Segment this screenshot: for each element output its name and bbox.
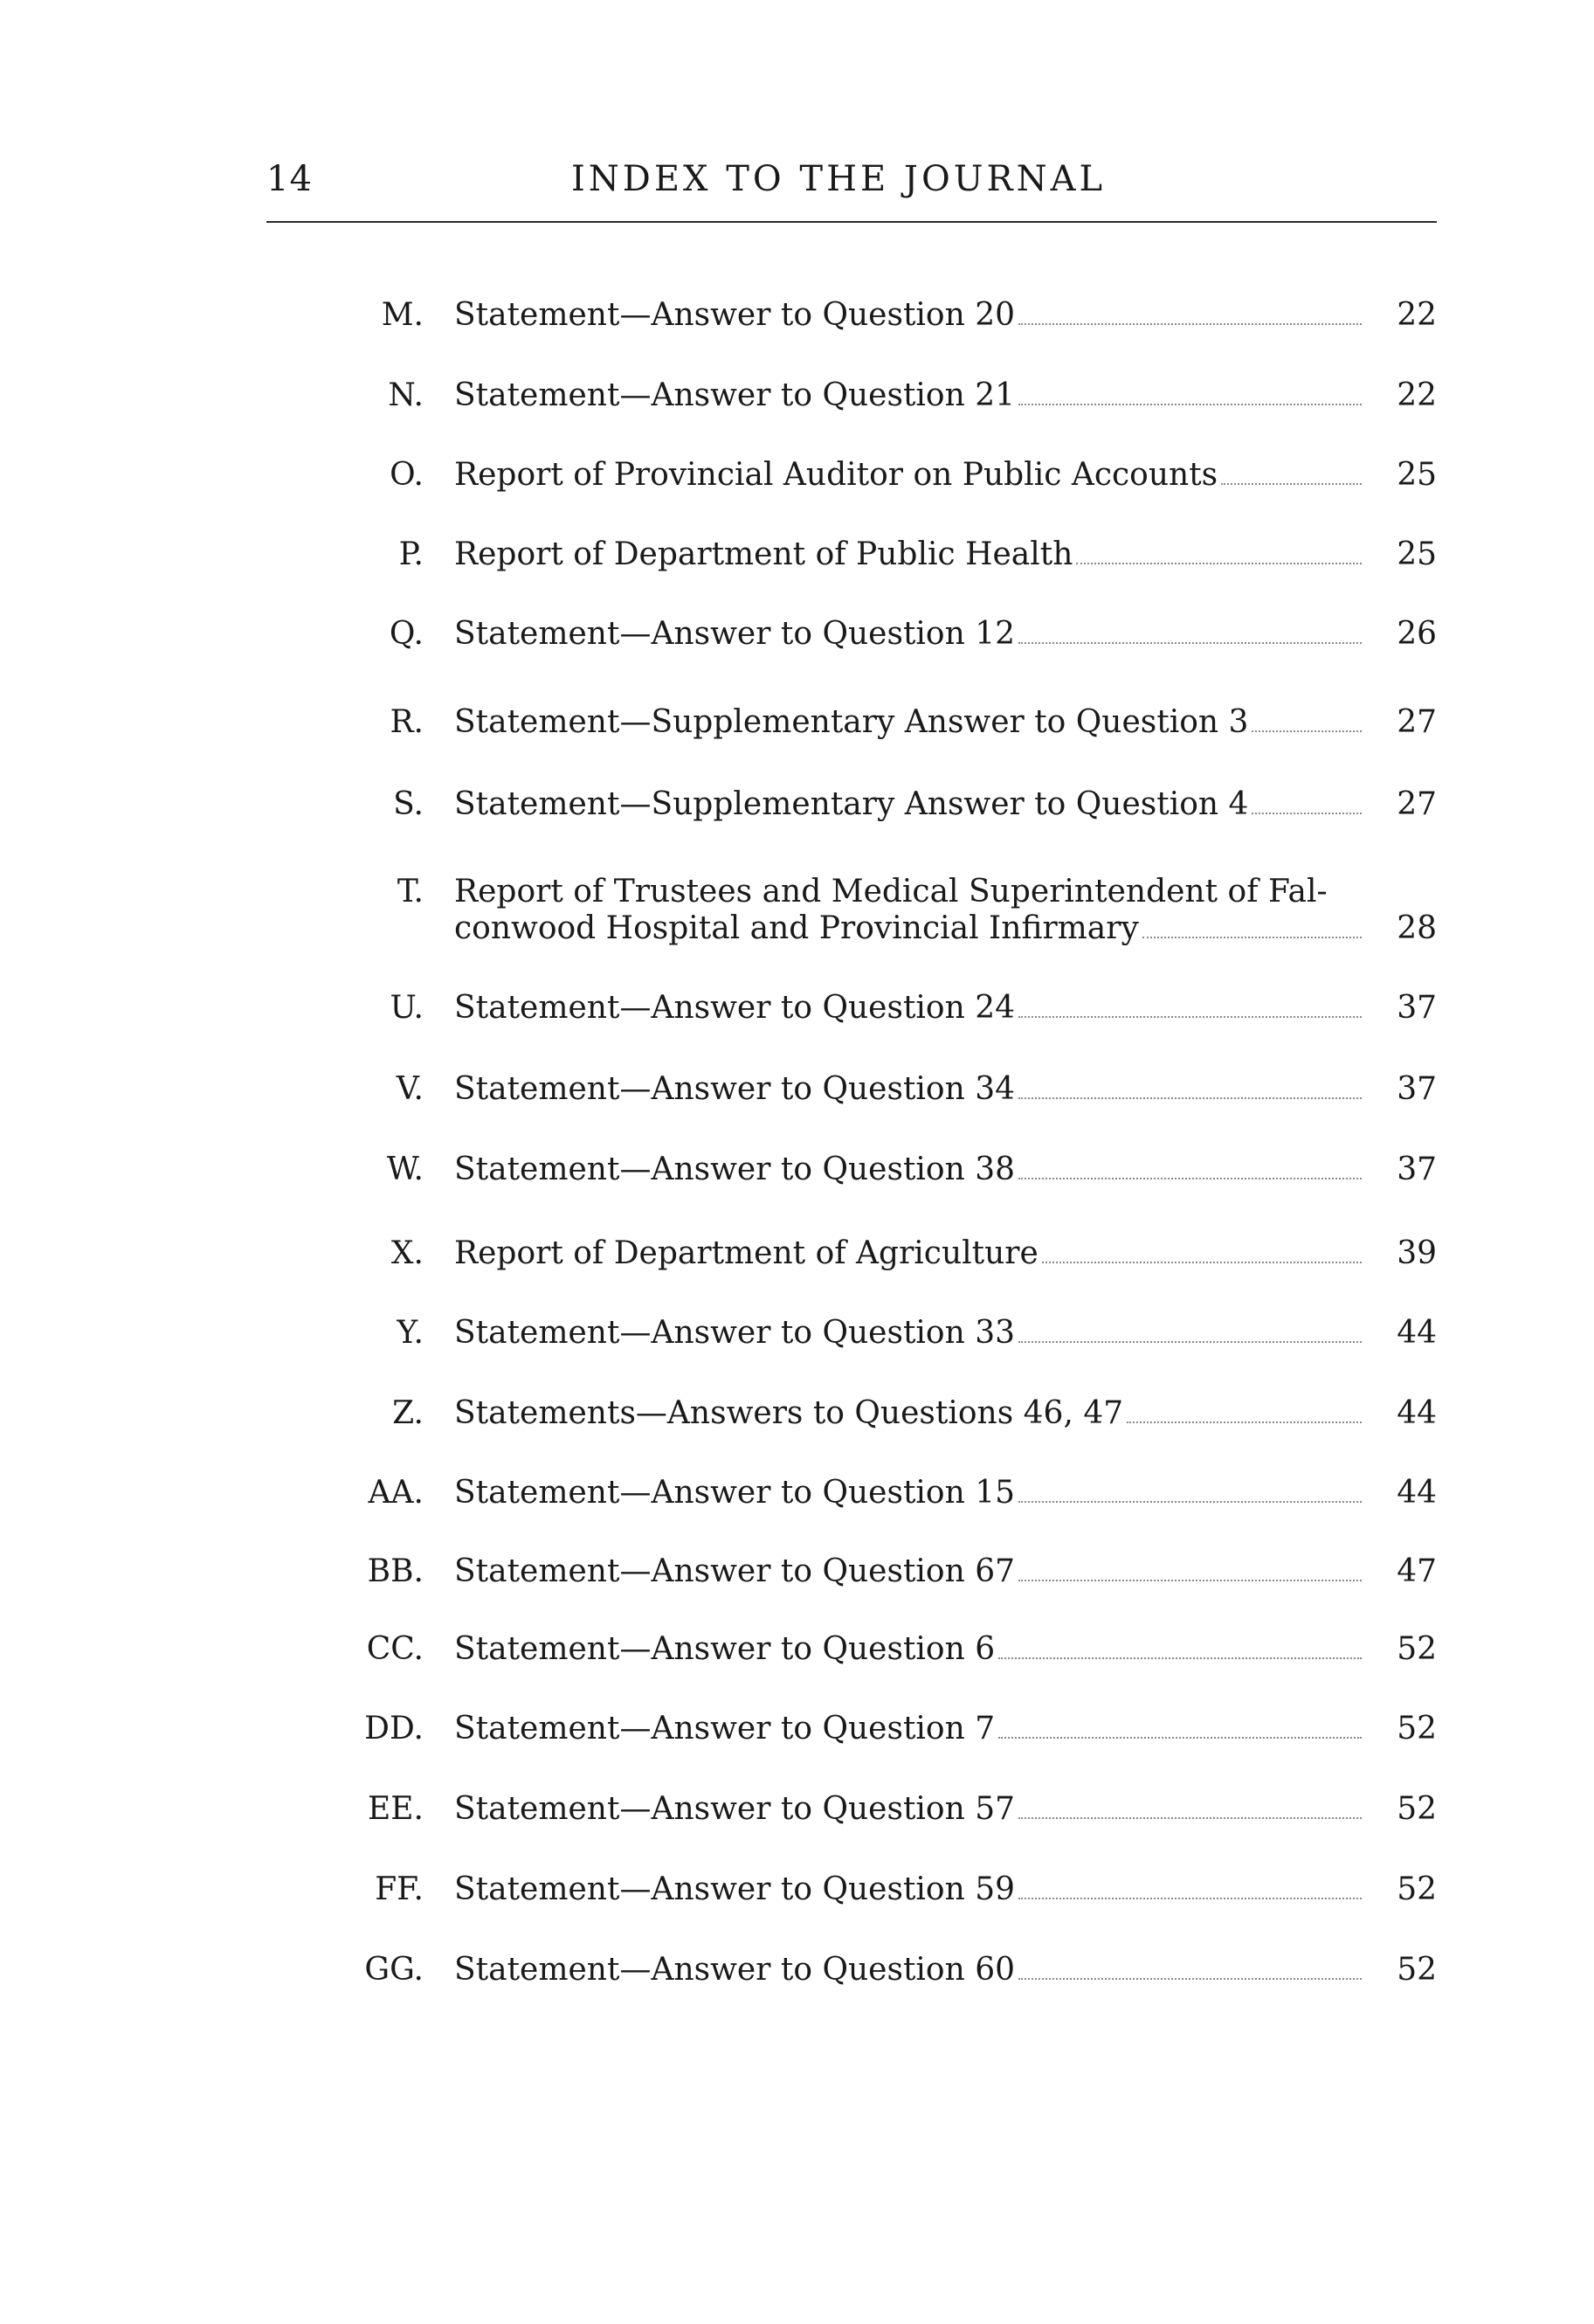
entry-page: 26 bbox=[1397, 616, 1437, 652]
dot-leader bbox=[1018, 1898, 1362, 1899]
entry-page: 52 bbox=[1397, 1871, 1437, 1907]
entry-letter: EE. bbox=[367, 1791, 424, 1827]
entry-letter: R. bbox=[390, 704, 424, 740]
entry-page: 39 bbox=[1397, 1235, 1437, 1271]
entry-letter: U. bbox=[390, 990, 424, 1026]
entry-letter: N. bbox=[388, 377, 424, 413]
dot-leader bbox=[1127, 1421, 1362, 1423]
entry-text: Statement—Answer to Question 15 bbox=[454, 1475, 1016, 1511]
entry-page: 52 bbox=[1397, 1791, 1437, 1827]
entry-text: Statement—Answer to Question 20 bbox=[454, 297, 1016, 333]
entry-page: 47 bbox=[1397, 1553, 1437, 1589]
entry-page: 37 bbox=[1397, 990, 1437, 1026]
dot-leader bbox=[1252, 813, 1362, 814]
entry-letter: BB. bbox=[367, 1553, 424, 1589]
entry-text: Statement—Answer to Question 67 bbox=[454, 1553, 1016, 1589]
entry-letter: FF. bbox=[375, 1871, 424, 1907]
entry-page: 44 bbox=[1397, 1395, 1437, 1431]
entry-page: 28 bbox=[1397, 910, 1437, 946]
entry-text: Statement—Answer to Question 57 bbox=[454, 1791, 1016, 1827]
entry-text: Report of Provincial Auditor on Public Accounts bbox=[454, 457, 1218, 493]
entry-text: Report of Department of Agriculture bbox=[454, 1235, 1039, 1271]
entry-text: Statement—Answer to Question 59 bbox=[454, 1871, 1016, 1907]
entry-letter: Q. bbox=[389, 616, 424, 652]
dot-leader bbox=[998, 1657, 1362, 1659]
entry-text: Statement—Answer to Question 24 bbox=[454, 990, 1016, 1026]
entry-letter: X. bbox=[390, 1235, 424, 1271]
dot-leader bbox=[1076, 563, 1362, 564]
dot-leader bbox=[1221, 483, 1362, 485]
dot-leader bbox=[1018, 1978, 1362, 1980]
running-title: INDEX TO THE JOURNAL bbox=[570, 159, 1107, 199]
dot-leader bbox=[1018, 1341, 1362, 1343]
entry-letter: O. bbox=[390, 457, 424, 493]
dot-leader bbox=[1018, 642, 1362, 644]
entry-page: 22 bbox=[1397, 377, 1437, 413]
entry-letter: CC. bbox=[366, 1631, 424, 1667]
entry-letter: DD. bbox=[364, 1711, 424, 1746]
entry-page: 44 bbox=[1397, 1475, 1437, 1511]
entry-letter: GG. bbox=[364, 1952, 424, 1988]
entry-text: Statement—Answer to Question 21 bbox=[454, 377, 1016, 413]
entry-text: Report of Department of Public Health bbox=[454, 536, 1073, 572]
entry-text: Statement—Answer to Question 60 bbox=[454, 1952, 1016, 1988]
page-number: 14 bbox=[266, 159, 313, 199]
entry-text-line1: Report of Trustees and Medical Superintendent of Fal- bbox=[454, 874, 1328, 910]
entry-text: Statements—Answers to Questions 46, 47 bbox=[454, 1395, 1124, 1431]
entry-page: 25 bbox=[1397, 536, 1437, 572]
entry-letter: W. bbox=[386, 1152, 424, 1187]
entry-page: 37 bbox=[1397, 1152, 1437, 1187]
entry-text: Statement—Answer to Question 6 bbox=[454, 1631, 996, 1667]
dot-leader bbox=[1018, 1016, 1362, 1018]
dot-leader bbox=[1252, 730, 1362, 732]
entry-text: Statement—Supplementary Answer to Question 3 bbox=[454, 704, 1249, 740]
dot-leader bbox=[1018, 1178, 1362, 1179]
dot-leader bbox=[1018, 1580, 1362, 1581]
entry-page: 22 bbox=[1397, 297, 1437, 333]
dot-leader bbox=[1018, 1501, 1362, 1503]
entry-text: Statement—Supplementary Answer to Question 4 bbox=[454, 786, 1249, 822]
dot-leader bbox=[1018, 1817, 1362, 1819]
entry-page: 27 bbox=[1397, 786, 1437, 822]
entry-page: 52 bbox=[1397, 1711, 1437, 1746]
entry-text: Statement—Answer to Question 12 bbox=[454, 616, 1016, 652]
entry-text: conwood Hospital and Provincial Infirmary bbox=[454, 910, 1139, 946]
entry-letter: M. bbox=[381, 297, 424, 333]
dot-leader bbox=[998, 1737, 1362, 1739]
entry-page: 37 bbox=[1397, 1071, 1437, 1107]
entry-page: 52 bbox=[1397, 1952, 1437, 1988]
dot-leader bbox=[1042, 1262, 1362, 1263]
dot-leader bbox=[1018, 323, 1362, 325]
dot-leader bbox=[1018, 1097, 1362, 1099]
entry-text: Statement—Answer to Question 38 bbox=[454, 1152, 1016, 1187]
entry-text: Statement—Answer to Question 33 bbox=[454, 1315, 1016, 1351]
dot-leader bbox=[1018, 404, 1362, 405]
entry-page: 27 bbox=[1397, 704, 1437, 740]
entry-text: Statement—Answer to Question 7 bbox=[454, 1711, 996, 1746]
entry-page: 44 bbox=[1397, 1315, 1437, 1351]
entry-letter: AA. bbox=[368, 1475, 424, 1511]
entry-letter: Y. bbox=[397, 1315, 424, 1351]
entry-letter: Z. bbox=[392, 1395, 424, 1431]
entry-letter: S. bbox=[393, 786, 424, 822]
entry-page: 25 bbox=[1397, 457, 1437, 493]
entry-letter: T. bbox=[397, 874, 424, 910]
entry-letter: P. bbox=[398, 536, 424, 572]
dot-leader bbox=[1142, 937, 1362, 938]
entry-page: 52 bbox=[1397, 1631, 1437, 1667]
entry-text: Statement—Answer to Question 34 bbox=[454, 1071, 1016, 1107]
entry-letter: V. bbox=[396, 1071, 424, 1107]
